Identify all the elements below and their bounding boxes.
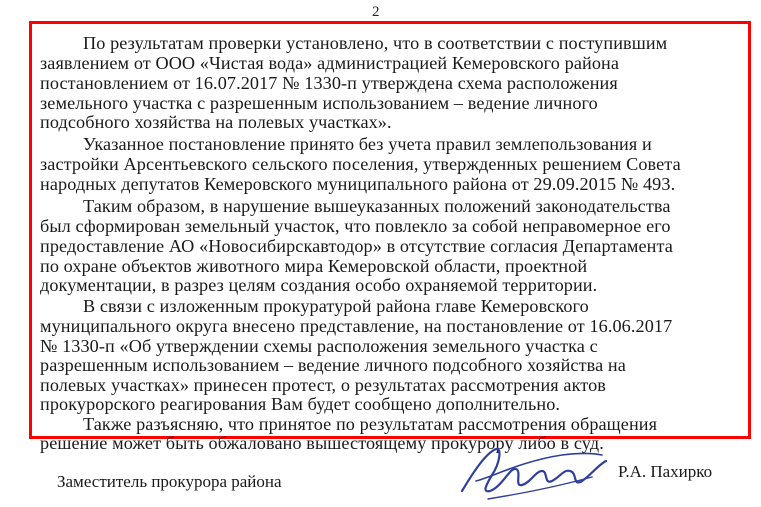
text-line: народных депутатов Кемеровского муниципального района от 29.09.2015 № 493. [40,174,676,194]
text-line: Указанное постановление принято без учета правил землепользования и [83,134,652,154]
text-line: разрешенным использованием – ведение личного подсобного хозяйства на [40,355,626,375]
text-line: № 1330-п «Об утверждении схемы расположения земельного участка с [40,336,598,356]
page-number: 2 [372,4,380,20]
text-line: постановлением от 16.07.2017 № 1330-п утверждена схема расположения [40,73,618,93]
text-line: по охране объектов животного мира Кемеровской области, проектной [40,256,588,276]
text-line: прокурорского реагирования Вам будет сообщено дополнительно. [40,394,561,414]
text-line: полевых участках» принесен протест, о результатах рассмотрения актов [40,375,606,395]
text-line: муниципального округа внесено представление, на постановление от 16.06.2017 [40,316,673,336]
text-line: предоставление АО «Новосибирскавтодор» в отсутствие согласия Департамента [40,236,673,256]
handwritten-signature [452,441,612,505]
text-line: решение может быть обжаловано вышестоящему прокурору либо в суд. [40,433,604,453]
text-line: Также разъясняю, что принятое по результатам рассмотрения обращения [83,414,658,434]
text-line: Таким образом, в нарушение вышеуказанных положений законодательства [83,196,671,216]
signatory-name: Р.А. Пахирко [618,462,713,481]
text-line: застройки Арсентьевского сельского поселения, утвержденных решением Совета [40,154,681,174]
text-line: документации, в разрез целям создания особо охраняемой территории. [40,275,598,295]
text-line [40,53,738,73]
text-line: По результатам проверки установлено, что в соответствии с поступившим [83,33,668,53]
signatory-position: Заместитель прокурора района [57,472,282,491]
text-line-content: заявлением от ООО «Чистая вода» администрацией Кемеровского района [40,53,620,73]
text-line: В связи с изложенным прокуратурой района главе Кемеровского [83,296,589,316]
text-line: был сформирован земельный участок, что повлекло за собой неправомерное его [40,216,671,236]
text-line: подсобного хозяйства на полевых участках». [40,112,392,132]
text-line: земельного участка с разрешенным использованием – ведение личного [40,93,598,113]
